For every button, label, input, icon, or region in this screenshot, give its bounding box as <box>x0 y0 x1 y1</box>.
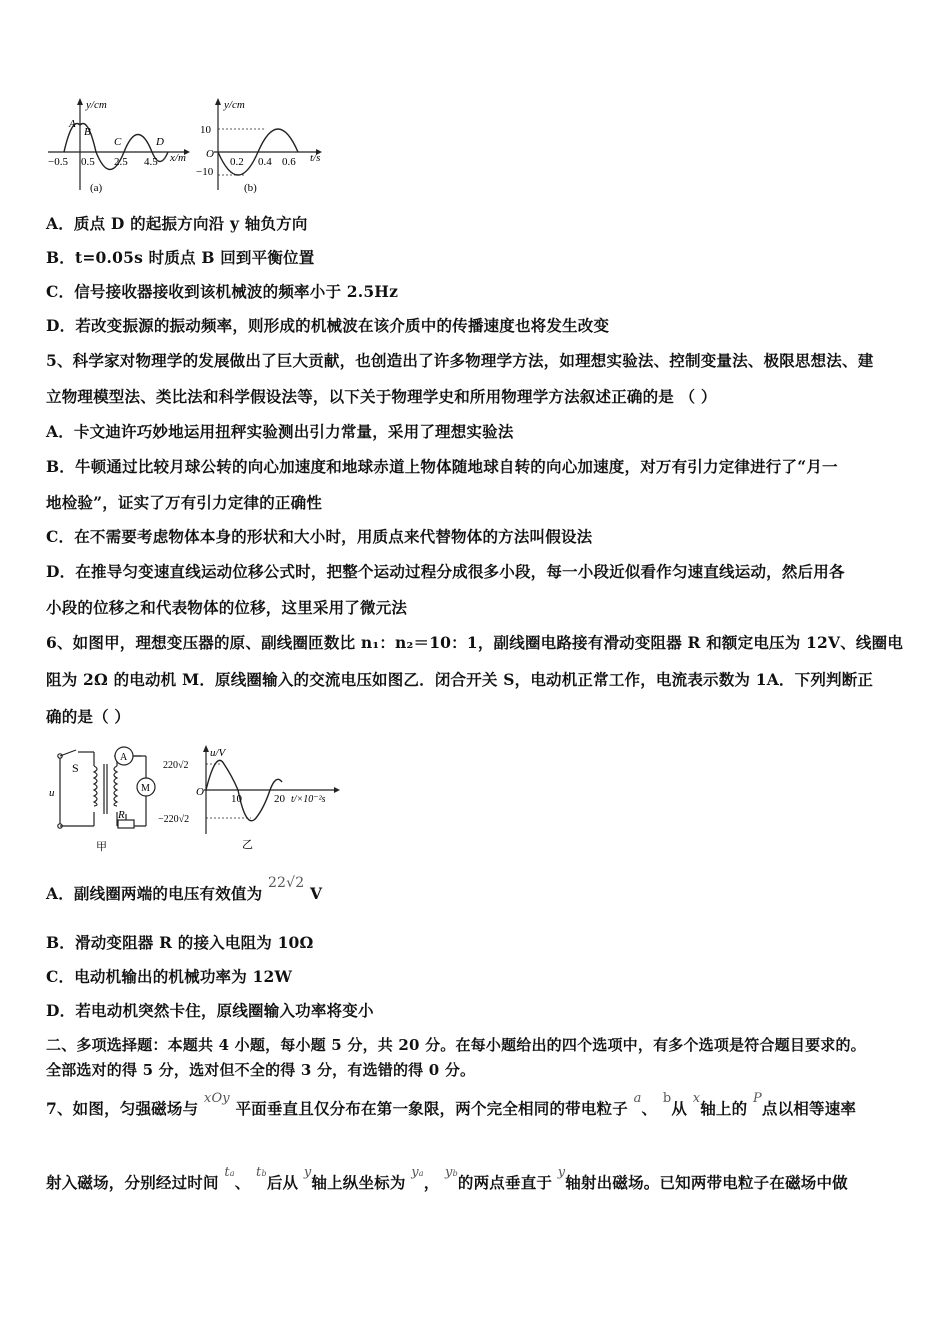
q7-math-yb <box>445 1165 458 1180</box>
q7-text-5: 轴上的 <box>700 1099 748 1118</box>
q7-math-yb-base: y <box>445 1165 453 1180</box>
rheostat-label: R <box>118 809 125 821</box>
circuit-figure <box>46 742 356 857</box>
circuit-caption: 甲 <box>96 841 107 853</box>
q4-option-a: A．质点 D 的起振方向沿 y 轴负方向 <box>46 214 308 233</box>
q7-text-1: 7、如图，匀强磁场与 <box>46 1099 199 1118</box>
q5-option-c: C．在不需要考虑物体本身的形状和大小时，用质点来代替物体的方法叫假设法 <box>46 527 593 546</box>
q7-text-6: 点以相等速率 <box>761 1099 857 1118</box>
q6-option-a <box>46 875 323 904</box>
q7-l2-text-1: 射入磁场，分别经过时间 <box>46 1173 219 1192</box>
q7-l2-text-2: 、 <box>234 1173 251 1192</box>
a-axis-y-label: y/cm <box>86 99 107 111</box>
b-ytick-neg: −10 <box>196 166 214 178</box>
q7-math-p: P <box>752 1091 762 1106</box>
b-xtick-2: 0.6 <box>282 156 296 168</box>
q7-math-b: b <box>662 1091 672 1106</box>
section2-line-1: 二、多项选择题：本题共 4 小题，每小题 5 分，共 20 分。在每小题给出的四个选项中，有多个选项是符合题目要求的。 <box>46 1036 866 1054</box>
voltage-caption: 乙 <box>242 839 253 851</box>
b-axis-x-label: t/s <box>310 152 321 164</box>
q6-stem-line-2: 阻为 2Ω 的电动机 M．原线圈输入的交流电压如图乙．闭合开关 S，电动机正常工作，电流表示数为 1A．下列判断正 <box>46 670 874 689</box>
q4-option-c: C．信号接收器接收到该机械波的频率小于 2.5Hz <box>46 282 399 301</box>
q6-stem-line-3: 确的是（ ） <box>46 707 131 726</box>
q7-math-ya-base: y <box>411 1165 419 1180</box>
q7-l2-text-3: 后从 <box>266 1173 299 1192</box>
b-axis-y-label: y/cm <box>224 99 245 111</box>
wave-graph-a <box>48 98 190 194</box>
a-point-a: A <box>69 118 76 130</box>
q7-math-yb-sub: b <box>452 1169 458 1178</box>
q5-option-b-line-1: B．牛顿通过比较月球公转的向心加速度和地球赤道上物体随地球自转的向心加速度，对万有引力定律进行了“月一 <box>46 457 838 476</box>
q6-option-d: D．若电动机突然卡住，原线圈输入功率将变小 <box>46 1001 374 1020</box>
q7-math-a: a <box>633 1091 642 1106</box>
q7-math-xoy: xOy <box>203 1091 230 1106</box>
a-tick-1: 0.5 <box>81 156 95 168</box>
section2-line-2: 全部选对的得 5 分，选对但不全的得 3 分，有选错的得 0 分。 <box>46 1061 476 1079</box>
wave-graph-b <box>196 98 322 194</box>
b-xtick-0: 0.2 <box>230 156 244 168</box>
a-caption: (a) <box>90 182 103 194</box>
q7-l2-text-6: 的两点垂直于 <box>457 1173 553 1192</box>
voltage-axis-y: u/V <box>210 747 226 759</box>
q5-option-a: A．卡文迪许巧妙地运用扭秤实验测出引力常量，采用了理想实验法 <box>46 422 514 441</box>
q7-math-ya <box>411 1165 424 1180</box>
b-caption: (b) <box>244 182 257 194</box>
q7-math-ya-sub: a <box>418 1169 424 1178</box>
q7-math-y2: y <box>557 1165 566 1180</box>
q7-math-tb-base: t <box>256 1165 262 1180</box>
voltage-axis-x: t/×10⁻²s <box>291 794 326 805</box>
voltage-graph <box>158 745 340 851</box>
b-xtick-1: 0.4 <box>258 156 272 168</box>
q7-math-ta-sub: a <box>229 1169 235 1178</box>
q7-text-4: 从 <box>671 1099 688 1118</box>
q4-option-b: B．t=0.05s 时质点 B 回到平衡位置 <box>46 248 315 267</box>
b-ytick-pos: 10 <box>200 124 211 136</box>
a-point-d: D <box>156 136 164 148</box>
q6-option-c: C．电动机输出的机械功率为 12W <box>46 967 293 986</box>
q4-option-d: D．若改变振源的振动频率，则形成的机械波在该介质中的传播速度也将发生改变 <box>46 316 610 335</box>
q6-option-a-unit: V <box>310 884 323 903</box>
q5-option-b-line-2: 地检验”，证实了万有引力定律的正确性 <box>46 493 323 512</box>
a-tick-0: −0.5 <box>48 156 68 168</box>
q7-math-y1: y <box>303 1165 312 1180</box>
voltage-xtick-1: 20 <box>274 793 285 805</box>
q6-stem-line-1: 6、如图甲，理想变压器的原、副线圈匝数比 n₁：n₂＝10：1，副线圈电路接有滑动变阻器 R 和额定电压为 12V、线圈电 <box>46 633 904 652</box>
voltage-peak-pos: 220√2 <box>163 760 189 771</box>
wave-figure <box>44 95 334 200</box>
q7-text-3: 、 <box>641 1099 658 1118</box>
q7-math-ta <box>224 1165 234 1180</box>
q5-stem-line-2: 立物理模型法、类比法和科学假设法等，以下关于物理学史和所用物理学方法叙述正确的是 （ ） <box>46 387 717 406</box>
input-voltage-label: u <box>49 787 55 799</box>
q7-l2-text-5: ， <box>423 1173 440 1192</box>
q6-option-a-math: 22√2 <box>267 875 305 891</box>
a-tick-3: 4.5 <box>144 156 158 168</box>
q7-math-x: x <box>692 1091 701 1106</box>
q7-math-tb-sub: b <box>261 1169 267 1178</box>
q7-math-ta-base: t <box>224 1165 230 1180</box>
q7-text-2: 平面垂直且仅分布在第一象限，两个完全相同的带电粒子 <box>235 1099 628 1118</box>
q7-math-tb <box>256 1165 267 1180</box>
motor-label: M <box>141 783 150 794</box>
q7-l2-text-4: 轴上纵坐标为 <box>311 1173 406 1192</box>
ammeter-label: A <box>120 752 128 763</box>
q6-option-b: B．滑动变阻器 R 的接入电阻为 10Ω <box>46 933 314 952</box>
voltage-xtick-0: 10 <box>231 793 242 805</box>
q7-line-1 <box>46 1091 857 1119</box>
b-origin: O <box>206 148 214 160</box>
q5-option-d-line-2: 小段的位移之和代表物体的位移，这里采用了微元法 <box>46 598 408 617</box>
a-point-b: B <box>84 126 91 138</box>
a-tick-2: 2.5 <box>114 156 128 168</box>
a-point-c: C <box>114 136 122 148</box>
voltage-peak-neg: −220√2 <box>158 814 190 825</box>
q6-option-a-prefix: A．副线圈两端的电压有效值为 <box>46 884 263 903</box>
voltage-origin: O <box>196 786 204 798</box>
q7-l2-text-7: 轴射出磁场。已知两带电粒子在磁场中做 <box>565 1173 848 1192</box>
switch-label: S <box>72 761 79 775</box>
q7-line-2 <box>46 1165 848 1193</box>
q5-option-d-line-1: D．在推导匀变速直线运动位移公式时，把整个运动过程分成很多小段，每一小段近似看作匀速直线运动，然后用各 <box>46 562 845 581</box>
a-axis-x-label: x/m <box>170 152 186 164</box>
q5-stem-line-1: 5、科学家对物理学的发展做出了巨大贡献，也创造出了许多物理学方法，如理想实验法、控制变量法、极限思想法、建 <box>46 351 874 370</box>
